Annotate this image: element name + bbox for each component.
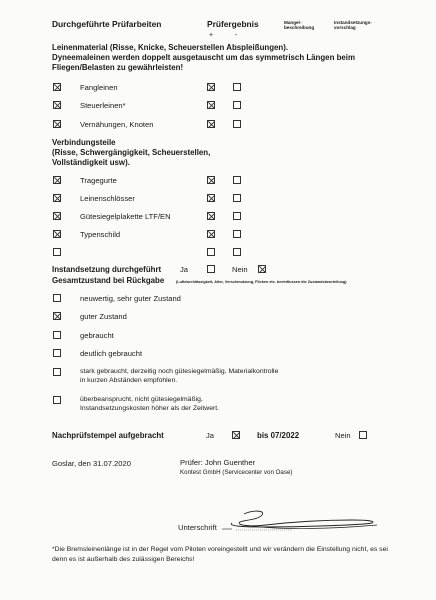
stamp-until: bis 07/2022	[257, 431, 300, 440]
guetesiegel-plus-checkbox[interactable]	[207, 212, 215, 220]
inspector-company: Kontest GmbH (Servicecenter von Oase)	[180, 469, 293, 476]
col-header-repair: Instandsetzungs-vorschlag	[334, 20, 372, 30]
tragegurte-plus-checkbox[interactable]	[207, 176, 215, 184]
condition-overused-checkbox[interactable]	[53, 396, 61, 404]
place-date: Goslar, den 31.07.2020	[52, 459, 131, 468]
condition-used-label: gebraucht	[80, 331, 114, 340]
condition-heavily-used-checkbox[interactable]	[53, 368, 61, 376]
tragegurte-minus-checkbox[interactable]	[233, 176, 241, 184]
leinenschloesser-label: Leinenschlösser	[80, 194, 135, 203]
condition-new-checkbox[interactable]	[53, 294, 61, 302]
leinenschloesser-plus-checkbox[interactable]	[207, 194, 215, 202]
inspector-name: Prüfer: John Guenther	[180, 458, 256, 467]
stamp-nein-checkbox[interactable]	[359, 431, 367, 439]
connectors-note: (Risse, Schwergängigkeit, Scheuerstellen, Vollständigkeit usw).	[52, 148, 211, 167]
condition-label: Gesamtzustand bei Rückgabe	[52, 276, 165, 285]
guetesiegel-done-checkbox[interactable]	[53, 212, 61, 220]
fangleinen-minus-checkbox[interactable]	[233, 83, 241, 91]
extra-minus-checkbox[interactable]	[233, 248, 241, 256]
signature-image	[222, 508, 382, 538]
vernaehungen-label: Vernähungen, Knoten	[80, 120, 154, 129]
signature-label: Unterschrift	[178, 523, 217, 532]
repair-ja-checkbox[interactable]	[207, 265, 215, 273]
connectors-title: Verbindungsteile	[52, 138, 116, 147]
minus-header: -	[235, 32, 238, 39]
typenschild-plus-checkbox[interactable]	[207, 230, 215, 238]
repair-label: Instandsetzung durchgeführt	[52, 265, 162, 274]
fangleinen-plus-checkbox[interactable]	[207, 83, 215, 91]
steuerleinen-label: Steuerleinen*	[80, 101, 126, 110]
condition-used-checkbox[interactable]	[53, 331, 61, 339]
fangleinen-done-checkbox[interactable]	[53, 83, 61, 91]
vernaehungen-done-checkbox[interactable]	[53, 120, 61, 128]
condition-very-used-checkbox[interactable]	[53, 349, 61, 357]
footnote: *Die Bremsleinenlänge ist in der Regel vom Piloten voreingestellt und wir verändern die Einstellung nicht, es sei denn es ist außerhalb des zulässigen Bereichs!	[52, 546, 388, 563]
typenschild-label: Typenschild	[80, 230, 121, 239]
typenschild-done-checkbox[interactable]	[53, 230, 61, 238]
fangleinen-label: Fangleinen	[80, 83, 118, 92]
guetesiegel-minus-checkbox[interactable]	[233, 212, 241, 220]
repair-ja-label: Ja	[180, 265, 189, 274]
typenschild-minus-checkbox[interactable]	[233, 230, 241, 238]
steuerleinen-minus-checkbox[interactable]	[233, 101, 241, 109]
steuerleinen-done-checkbox[interactable]	[53, 101, 61, 109]
stamp-label: Nachprüfstempel aufgebracht	[52, 431, 164, 440]
extra-plus-checkbox[interactable]	[207, 248, 215, 256]
condition-heavily-used-label: stark gebraucht, derzeitig noch gütesiegelmäßig, Materialkontrolle in kurzen Abständen empfohlen.	[80, 368, 279, 384]
leinenschloesser-done-checkbox[interactable]	[53, 194, 61, 202]
repair-nein-checkbox[interactable]	[258, 265, 266, 273]
vernaehungen-minus-checkbox[interactable]	[233, 120, 241, 128]
guetesiegel-label: Gütesiegelplakette LTF/EN	[80, 212, 171, 221]
vernaehungen-plus-checkbox[interactable]	[207, 120, 215, 128]
lines-note: Dyneemaleinen werden doppelt ausgetauscht um das symmetrisch Längen beim Fliegen/Belasten zu gewährleisten!	[52, 53, 355, 72]
stamp-nein-label: Nein	[335, 431, 351, 440]
extra-done-checkbox[interactable]	[53, 248, 61, 256]
condition-good-checkbox[interactable]	[53, 312, 61, 320]
col-header-defect: Mangel-beschreibung	[284, 20, 315, 30]
steuerleinen-plus-checkbox[interactable]	[207, 101, 215, 109]
leinenschloesser-minus-checkbox[interactable]	[233, 194, 241, 202]
plus-header: +	[209, 32, 214, 39]
lines-title: Leinenmaterial (Risse, Knicke, Scheuerstellen Abspleißungen).	[52, 43, 289, 52]
condition-very-used-label: deutlich gebraucht	[80, 349, 143, 358]
col-header-result: Prüfergebnis	[207, 19, 259, 29]
tragegurte-label: Tragegurte	[80, 176, 117, 185]
stamp-ja-checkbox[interactable]	[232, 431, 240, 439]
condition-good-label: guter Zustand	[80, 312, 127, 321]
stamp-ja-label: Ja	[206, 431, 215, 440]
repair-nein-label: Nein	[232, 265, 248, 274]
condition-note: (Luftdurchlässigkeit, Alter, Verschmutzung, Flicken etc. beeinflussen die Zustandsbeurteilung)	[176, 280, 347, 284]
tragegurte-done-checkbox[interactable]	[53, 176, 61, 184]
condition-new-label: neuwertig, sehr guter Zustand	[80, 294, 181, 303]
col-header-work: Durchgeführte Prüfarbeiten	[52, 19, 162, 29]
condition-overused-label: überbeansprucht, nicht gütesiegelmäßig, Instandsetzungskosten höher als der Zeitwert.	[80, 396, 220, 412]
